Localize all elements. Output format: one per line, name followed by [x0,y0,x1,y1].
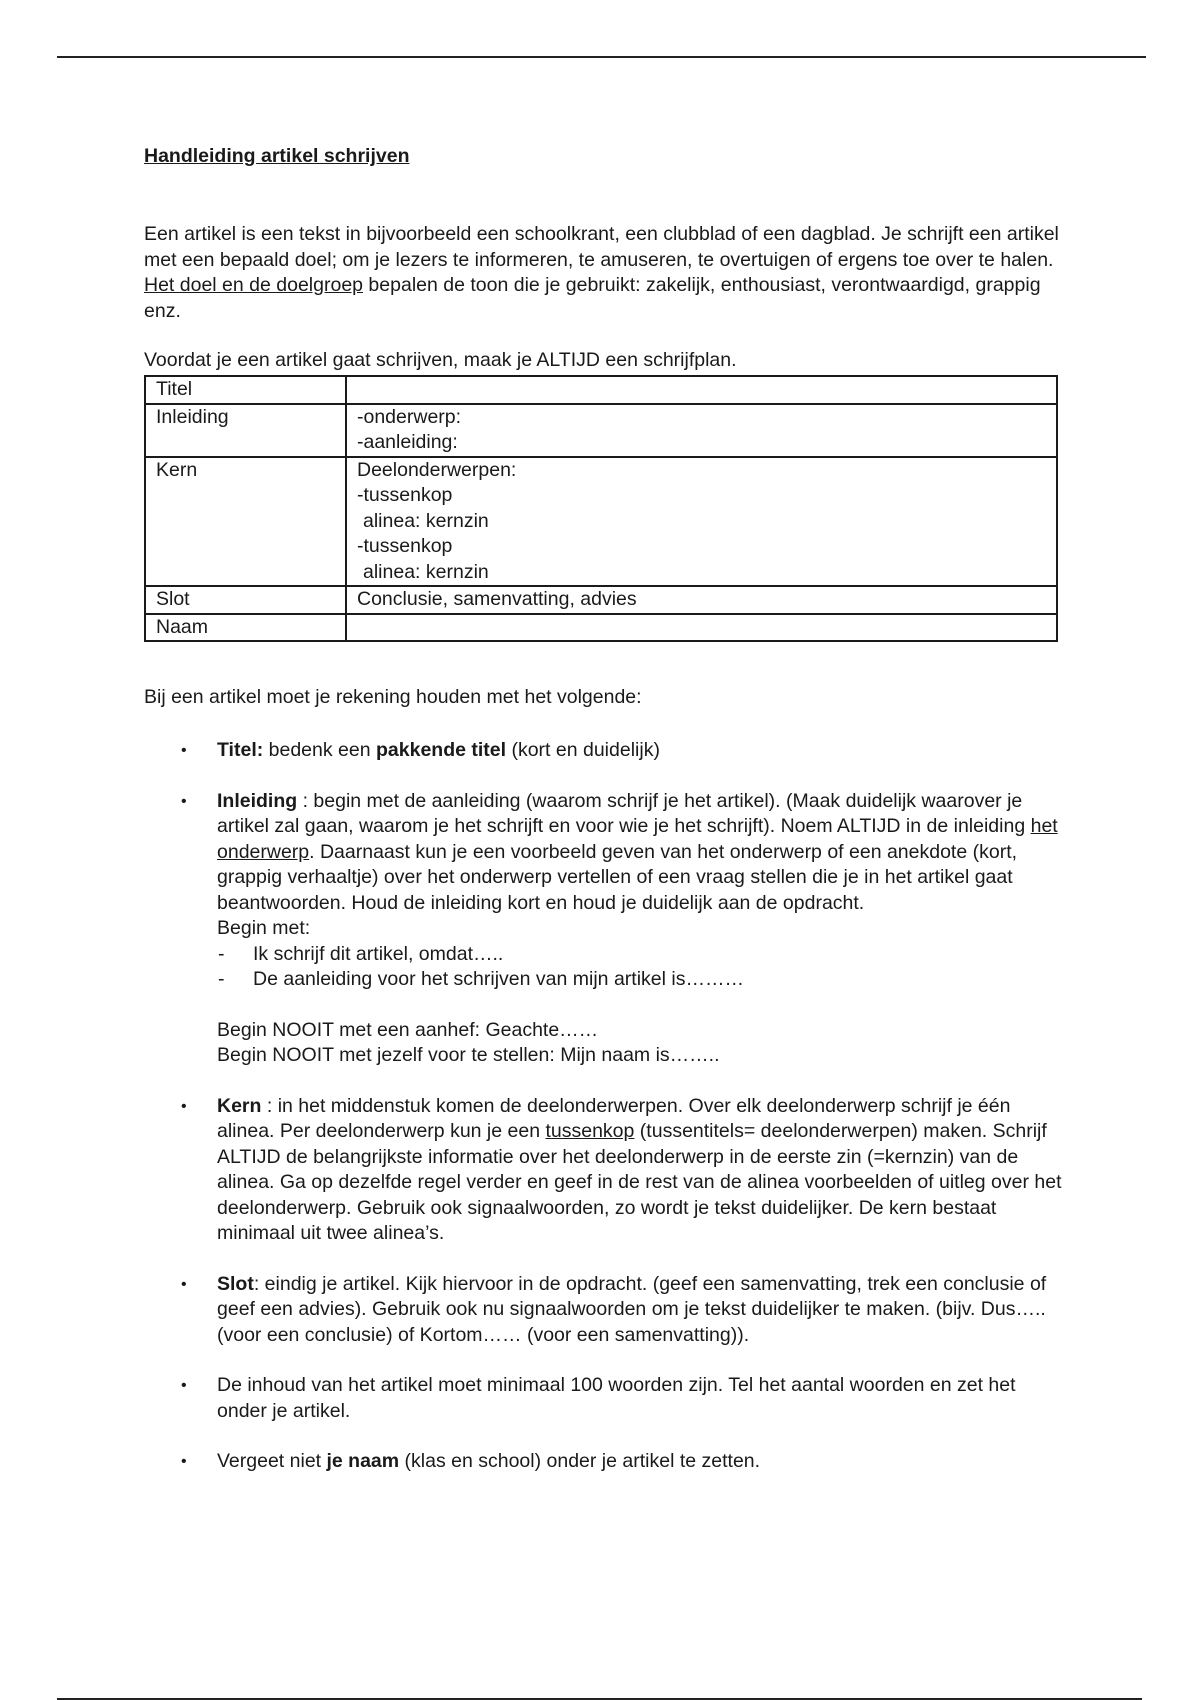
plan-row-titel [145,376,1057,404]
plan-row-naam [145,614,1057,642]
item-label: Slot [217,1272,254,1295]
never-rule: Begin NOOIT met een aanhef: Geachte…… [217,1018,599,1041]
plan-row-slot [145,586,1057,614]
list-item-titel [144,738,1064,764]
bullet-icon: • [181,1097,187,1115]
dash-icon: - [218,968,225,990]
item-underlined: het onderwerp [217,815,1058,863]
item-text: (klas en school) onder je artikel te zetten. [399,1450,761,1472]
item-text: : eindig je artikel. Kijk hiervoor in de opdracht. (geef een samenvatting, trek een conclusie of geef een advies). Gebruik ook nu signaalwoorden om je tekst duidelijker te maken. (bijv. Dus….. (voor een conclusie) of Kortom…… (voor een samenvatting)). [217,1272,1047,1346]
item-text: (tussentitels= deelonderwerpen) maken. Schrijf ALTIJD de belangrijkste informatie over het deelonderwerp in de eerste zin (=kernzin) van de alinea. Ga op dezelfde regel verder en geef in de rest van de alinea voorbeelden of uitleg over het deelonderwerp. Gebruik ook signaalwoorden, zo wordt je tekst duidelijker. De kern bestaat minimaal uit twee alinea’s. [217,1120,1062,1244]
item-text: (kort en duidelijk) [506,739,660,761]
plan-row-label: Slot [145,586,346,614]
bullet-icon: • [181,742,187,759]
plan-cell-line: alinea: kernzin [363,560,489,583]
plan-cell-line: -tussenkop [357,535,453,557]
item-text: Vergeet niet [217,1450,327,1472]
bullet-icon: • [181,1453,187,1470]
item-underlined: tussenkop [545,1120,635,1142]
never-rule: Begin NOOIT met jezelf voor te stellen: Mijn naam is…….. [217,1044,720,1066]
item-text: bedenk een [263,739,376,761]
plan-row-label: Kern [145,457,346,587]
begin-met: Begin met: [217,917,311,939]
plan-row-value [346,457,1057,587]
plan-cell-line: alinea: kernzin [363,509,489,532]
example-openings [217,942,1064,993]
plan-cell-line: -tussenkop [357,484,453,506]
item-bold: je naam [326,1450,400,1472]
example-text: De aanleiding voor het schrijven van mijn artikel is……… [253,968,744,990]
plan-row-label: Titel [145,376,346,404]
list-item-naam [144,1449,1064,1475]
intro-text: Een artikel is een tekst in bijvoorbeeld een schoolkrant, een clubblad of een dagblad. Je schrijft een artikel met een bepaald doel; om je lezers te informeren, te amuseren, te overtuigen of ergens toe over te halen. [144,223,1059,271]
plan-cell-line: -aanleiding: [357,431,458,453]
intro-text-end: bepalen de toon die je gebruikt: zakelijk, enthousiast, verontwaardigd, grappig enz. [144,274,1041,322]
item-label: Inleiding [217,789,298,812]
list-lead: Bij een artikel moet je rekening houden met het volgende: [144,686,642,708]
list-item-inleiding [144,789,1064,1069]
plan-row-value [346,376,1057,404]
plan-row-value [346,586,1057,614]
list-item-woorden [144,1373,1064,1424]
page-title: Handleiding artikel schrijven [144,145,410,167]
plan-row-inleiding [145,404,1057,457]
list-item-kern [144,1094,1064,1247]
plan-row-label: Inleiding [145,404,346,457]
plan-row-kern [145,457,1057,587]
example-item [217,942,1064,968]
plan-row-value [346,404,1057,457]
item-label: Titel: [217,739,264,761]
bullet-icon: • [181,1275,187,1293]
guideline-list [144,738,1064,1500]
example-text: Ik schrijf dit artikel, omdat….. [253,942,504,965]
intro-paragraph [144,222,1064,324]
item-label: Kern [217,1094,262,1117]
plan-row-value [346,614,1057,642]
plan-cell-line: -onderwerp: [357,405,462,428]
bullet-icon: • [181,1377,187,1394]
item-text: : begin met de aanleiding (waarom schrijf je het artikel). (Maak duidelijk waarover je artikel zal gaan, waarom je het schrijft en voor wie je het schrijft). Noem ALTIJD in de inleiding [217,789,1031,837]
writing-plan-table [144,375,1058,642]
table-intro: Voordat je een artikel gaat schrijven, maak je ALTIJD een schrijfplan. [144,349,737,371]
item-text: . Daarnaast kun je een voorbeeld geven van het onderwerp of een anekdote (kort, grappig verhaaltje) over het onderwerp vertellen of een vraag stellen die je in het artikel gaat beantwoorden. Houd de inleiding kort en houd je duidelijk aan de opdracht. [217,840,1018,914]
item-text: : in het middenstuk komen de deelonderwerpen. Over elk deelonderwerp schrijf je één alinea. Per deelonderwerp kun je een [217,1094,1011,1142]
example-item [217,967,1064,993]
intro-underlined: Het doel en de doelgroep [144,274,364,296]
item-text: De inhoud van het artikel moet minimaal 100 woorden zijn. Tel het aantal woorden en zet het onder je artikel. [217,1374,1016,1422]
plan-row-label: Naam [145,614,346,642]
plan-cell-line: Conclusie, samenvatting, advies [357,588,637,610]
bullet-icon: • [181,792,187,810]
list-item-slot [144,1272,1064,1349]
plan-cell-line: Deelonderwerpen: [357,458,517,481]
top-rule [57,56,1146,58]
dash-icon: - [218,942,225,965]
item-bold: pakkende titel [376,739,507,761]
